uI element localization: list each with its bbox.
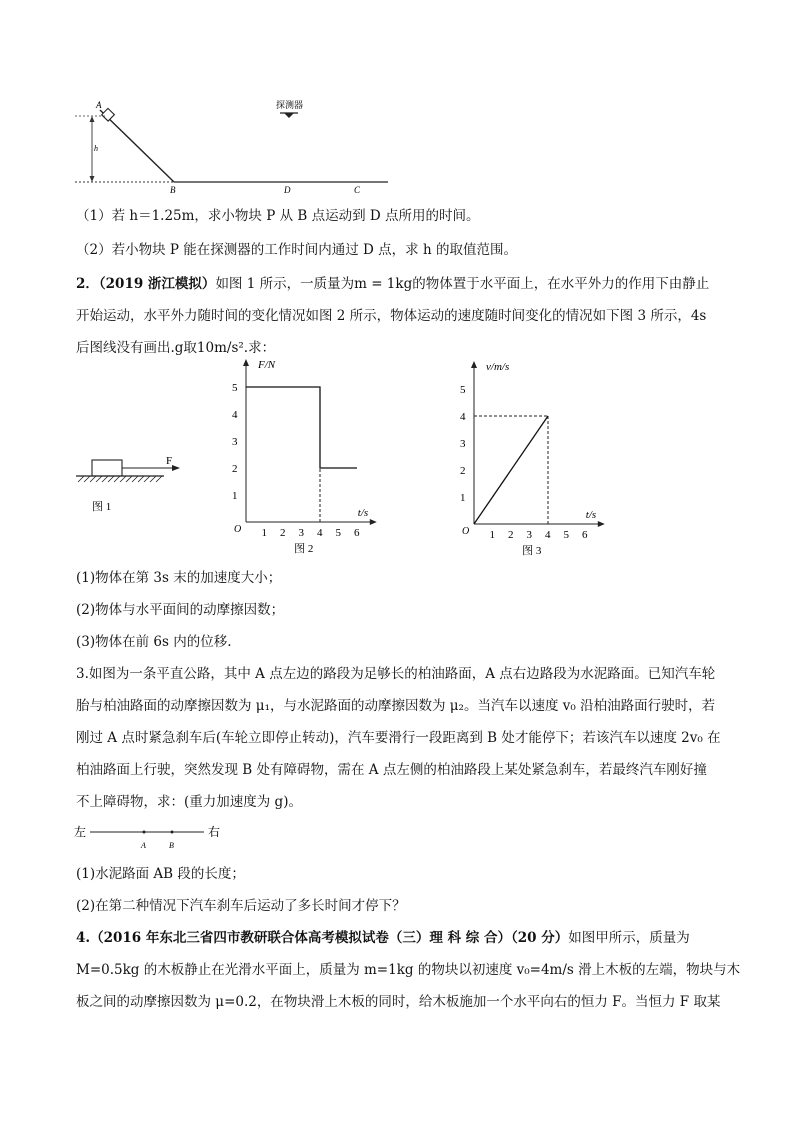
q3-line2: 胎与柏油路面的动摩擦因数为 μ₁，与水泥路面的动摩擦因数为 μ₂。当汽车以速度 v₀ 沿柏油路面行驶时，若 bbox=[76, 698, 716, 714]
x-tick-label: 2 bbox=[280, 527, 286, 539]
x-axis-arrow bbox=[370, 519, 377, 525]
q3-line5: 不上障碍物，求：(重力加速度为 g)。 bbox=[76, 794, 302, 810]
label-d: D bbox=[284, 185, 291, 195]
y-tick-label: 4 bbox=[232, 409, 238, 421]
y-tick-label: 2 bbox=[232, 463, 238, 475]
x-axis-label: t/s bbox=[357, 507, 369, 519]
figure-1-caption: 图 1 bbox=[92, 501, 112, 513]
x-tick-label: 1 bbox=[489, 529, 495, 541]
q2-number: 2． bbox=[76, 276, 99, 292]
block bbox=[92, 460, 122, 476]
x-tick-label: 6 bbox=[582, 529, 588, 541]
y-tick-label: 4 bbox=[460, 411, 466, 423]
figure-3-chart bbox=[448, 361, 628, 564]
q2-line2: 开始运动，水平外力随时间的变化情况如图 2 所示，物体运动的速度随时间变化的情况如下图 3 所示，4s bbox=[76, 308, 707, 324]
q4-line1 bbox=[76, 928, 690, 948]
q3-line3: 刚过 A 点时紧急刹车后(车轮立即停止转动)，汽车要滑行一段距离到 B 处才能停下；若该汽车以速度 2v₀ 在 bbox=[76, 730, 721, 746]
q2-line1-text: 如图 1 所示，一质量为m = 1kg的物体置于水平面上，在水平外力的作用下由静止 bbox=[215, 276, 710, 292]
series-line-F bbox=[246, 387, 357, 468]
x-axis-label: t/s bbox=[585, 509, 597, 521]
y-axis-label: v/m/s bbox=[486, 361, 510, 373]
incline-figure bbox=[70, 96, 400, 196]
q4-heading: 4.（2016 年东北三省四市教研联合体高考模拟试卷（三）理 科 综 合）（20 分） bbox=[76, 930, 569, 946]
label-c: C bbox=[354, 185, 361, 195]
label-b: B bbox=[170, 185, 176, 195]
x-tick-label: 3 bbox=[298, 527, 304, 539]
q3-sub1: (1)水泥路面 AB 段的长度； bbox=[76, 866, 245, 882]
q3-sub2: (2)在第二种情况下汽车刹车后运动了多长时间才停下？ bbox=[76, 898, 406, 914]
force-arrowhead bbox=[172, 465, 180, 471]
incline-slope bbox=[100, 110, 174, 182]
force-label: F bbox=[166, 455, 173, 467]
y-tick-label: 3 bbox=[460, 438, 466, 450]
detector-label: 探测器 bbox=[276, 100, 304, 110]
road-left-label: 左 bbox=[74, 825, 87, 839]
y-tick-label: 1 bbox=[460, 492, 466, 504]
q2-sub3: (3)物体在前 6s 内的位移. bbox=[76, 634, 232, 650]
chart-caption: 图 3 bbox=[522, 545, 542, 557]
block-p bbox=[102, 108, 115, 121]
detector-icon bbox=[284, 113, 294, 118]
q4-line3: 板之间的动摩擦因数为 μ=0.2，在物块滑上木板的同时，给木板施加一个水平向右的恒力 F。当恒力 F 取某 bbox=[76, 994, 721, 1010]
q2-line1 bbox=[76, 274, 709, 294]
q2-line3: 后图线没有画出.g取10m/s².求： bbox=[76, 340, 276, 356]
q2-sub2: (2)物体与水平面间的动摩擦因数； bbox=[76, 602, 285, 618]
y-tick-label: 5 bbox=[232, 382, 238, 394]
x-tick-label: 4 bbox=[545, 529, 551, 541]
q3-line4: 柏油路面上行驶，突然发现 B 处有障碍物，需在 A 点左侧的柏油路段上某处紧急刹车，若最终汽车刚好撞 bbox=[76, 762, 707, 778]
x-tick-label: 5 bbox=[335, 527, 341, 539]
y-tick-label: 2 bbox=[460, 465, 466, 477]
y-tick-label: 3 bbox=[232, 436, 238, 448]
q2-source: （2019 浙江模拟） bbox=[98, 276, 216, 292]
q1-part1: （1）若 h＝1.25m，求小物块 P 从 B 点运动到 D 点所用的时间。 bbox=[76, 208, 480, 224]
q1-part2: （2）若小物块 P 能在探测器的工作时间内通过 D 点，求 h 的取值范围。 bbox=[76, 242, 517, 258]
road-label-a: A bbox=[141, 841, 146, 850]
y-axis-arrow bbox=[243, 359, 249, 366]
road-figure bbox=[72, 822, 232, 852]
q4-line2: M=0.5kg 的木板静止在光滑水平面上，质量为 m=1kg 的物块以初速度 v₀=4m/s 滑上木板的左端，物块与木 bbox=[76, 962, 741, 978]
road-point-a bbox=[143, 831, 146, 834]
figure-2-chart bbox=[220, 359, 400, 562]
figure-1 bbox=[72, 456, 182, 514]
y-axis-label: F/N bbox=[258, 359, 276, 371]
chart-caption: 图 2 bbox=[294, 543, 314, 555]
y-tick-label: 5 bbox=[460, 384, 466, 396]
series-line-v bbox=[474, 416, 548, 524]
q4-line1-text: 如图甲所示，质量为 bbox=[568, 930, 690, 946]
x-tick-label: 5 bbox=[563, 529, 569, 541]
x-tick-label: 4 bbox=[317, 527, 323, 539]
origin-label: O bbox=[234, 524, 242, 535]
x-tick-label: 3 bbox=[526, 529, 532, 541]
origin-label: O bbox=[462, 526, 470, 537]
road-right-label: 右 bbox=[208, 825, 221, 839]
y-axis-arrow bbox=[471, 361, 477, 368]
q3-line1: 3.如图为一条平直公路，其中 A 点左边的路段为足够长的柏油路面，A 点右边路段为水泥路面。已知汽车轮 bbox=[76, 666, 716, 682]
q2-sub1: (1)物体在第 3s 末的加速度大小； bbox=[76, 570, 282, 586]
y-tick-label: 1 bbox=[232, 490, 238, 502]
road-point-b bbox=[171, 831, 174, 834]
label-h: h bbox=[94, 144, 98, 153]
label-a: A bbox=[96, 100, 102, 110]
x-tick-label: 1 bbox=[261, 527, 267, 539]
road-label-b: B bbox=[169, 841, 174, 850]
x-tick-label: 6 bbox=[354, 527, 360, 539]
x-tick-label: 2 bbox=[508, 529, 514, 541]
x-axis-arrow bbox=[598, 521, 605, 527]
